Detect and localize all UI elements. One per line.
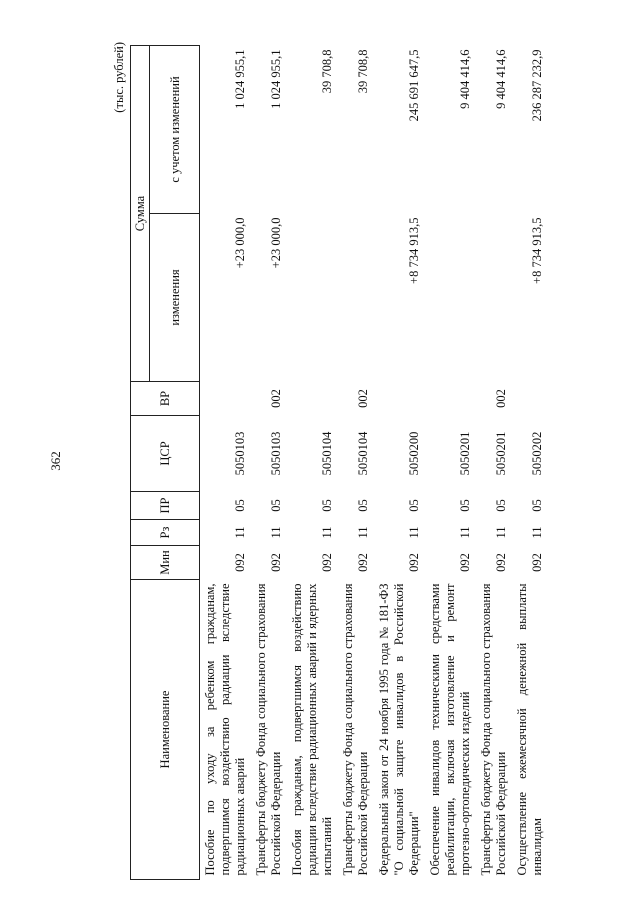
row-csr: 5050103 [233, 431, 247, 476]
row-rz: 11 [407, 526, 421, 539]
rotated-sheet [110, 40, 610, 880]
row-vr [287, 382, 338, 416]
row-name: Пособие по уходу за ребенком гражданам, подвергшимся воздействию радиации вследствие радиационных аварий [203, 583, 247, 876]
row-min: 092 [269, 553, 283, 572]
header-change: изменения [150, 214, 200, 382]
row-rz: 11 [494, 526, 508, 539]
row-pr: 05 [233, 499, 247, 512]
row-vr [374, 382, 425, 416]
row-change [338, 214, 374, 382]
header-sum: Сумма [131, 46, 150, 382]
table-row [200, 46, 252, 880]
row-change [425, 214, 476, 382]
row-with-change: 39 708,8 [320, 49, 334, 94]
row-pr: 05 [530, 499, 544, 512]
row-name: Осуществление ежемесячной денежной выплаты инвалидам [515, 583, 544, 876]
row-vr [512, 382, 548, 416]
header-with-change: с учетом изменений [150, 46, 200, 214]
row-with-change: 9 404 414,6 [458, 49, 472, 109]
header-vr: ВР [131, 382, 200, 416]
row-min: 092 [494, 553, 508, 572]
row-pr: 05 [458, 499, 472, 512]
row-min: 092 [233, 553, 247, 572]
units-note: (тыс. рублей) [112, 42, 126, 113]
row-csr: 5050202 [530, 431, 544, 476]
row-change: +8 734 913,5 [407, 217, 421, 284]
row-rz: 11 [458, 526, 472, 539]
row-min: 092 [356, 553, 370, 572]
row-vr: 002 [494, 389, 508, 408]
row-vr: 002 [269, 389, 283, 408]
row-vr [200, 382, 252, 416]
row-name: Обеспечение инвалидов техническими средствами реабилитации, включая изготовление и ремонт протезно-ортопедических изделий [428, 583, 472, 876]
row-pr: 05 [494, 499, 508, 512]
table-row [476, 46, 512, 880]
row-change: +23 000,0 [269, 217, 283, 269]
row-vr: 002 [356, 389, 370, 408]
row-name: Трансферты бюджету Фонда социального страхования Российской Федерации [254, 583, 283, 876]
header-min: Мин [131, 546, 200, 580]
row-change [476, 214, 512, 382]
row-csr: 5050200 [407, 431, 421, 476]
row-with-change: 1 024 955,1 [233, 49, 247, 109]
row-pr: 05 [269, 499, 283, 512]
row-rz: 11 [269, 526, 283, 539]
header-name: Наименование [131, 580, 200, 880]
row-min: 092 [407, 553, 421, 572]
row-rz: 11 [233, 526, 247, 539]
table-row [374, 46, 425, 880]
row-change: +8 734 913,5 [530, 217, 544, 284]
row-with-change: 1 024 955,1 [269, 49, 283, 109]
row-min: 092 [458, 553, 472, 572]
row-csr: 5050201 [494, 431, 508, 476]
row-pr: 05 [320, 499, 334, 512]
row-with-change: 9 404 414,6 [494, 49, 508, 109]
row-pr: 05 [356, 499, 370, 512]
row-min: 092 [320, 553, 334, 572]
table-row [425, 46, 476, 880]
table-row [287, 46, 338, 880]
row-csr: 5050104 [356, 431, 370, 476]
table-row [512, 46, 548, 880]
header-csr: ЦСР [131, 416, 200, 492]
row-name: Трансферты бюджету Фонда социального страхования Российской Федерации [479, 583, 508, 876]
row-csr: 5050201 [458, 431, 472, 476]
row-vr [425, 382, 476, 416]
row-with-change: 245 691 647,5 [407, 49, 421, 122]
header-pr: ПР [131, 492, 200, 520]
table-row [338, 46, 374, 880]
page-number: 362 [48, 451, 63, 471]
budget-table [130, 45, 548, 880]
row-rz: 11 [356, 526, 370, 539]
row-name: Трансферты бюджету Фонда социального страхования Российской Федерации [341, 583, 370, 876]
header-rz: Рз [131, 520, 200, 546]
table-body [200, 46, 549, 880]
row-name: Федеральный закон от 24 ноября 1995 года № 181-ФЗ "О социальной защите инвалидов в Российской Федерации" [377, 583, 421, 876]
row-name: Пособия гражданам, подвергшимся воздействию радиации вследствие радиационных аварий и ядерных испытаний [290, 583, 334, 876]
row-change [287, 214, 338, 382]
row-change: +23 000,0 [233, 217, 247, 269]
row-rz: 11 [530, 526, 544, 539]
row-csr: 5050104 [320, 431, 334, 476]
row-rz: 11 [320, 526, 334, 539]
row-pr: 05 [407, 499, 421, 512]
row-csr: 5050103 [269, 431, 283, 476]
row-with-change: 39 708,8 [356, 49, 370, 94]
table-row [251, 46, 287, 880]
row-with-change: 236 287 232,9 [530, 49, 544, 122]
row-min: 092 [530, 553, 544, 572]
